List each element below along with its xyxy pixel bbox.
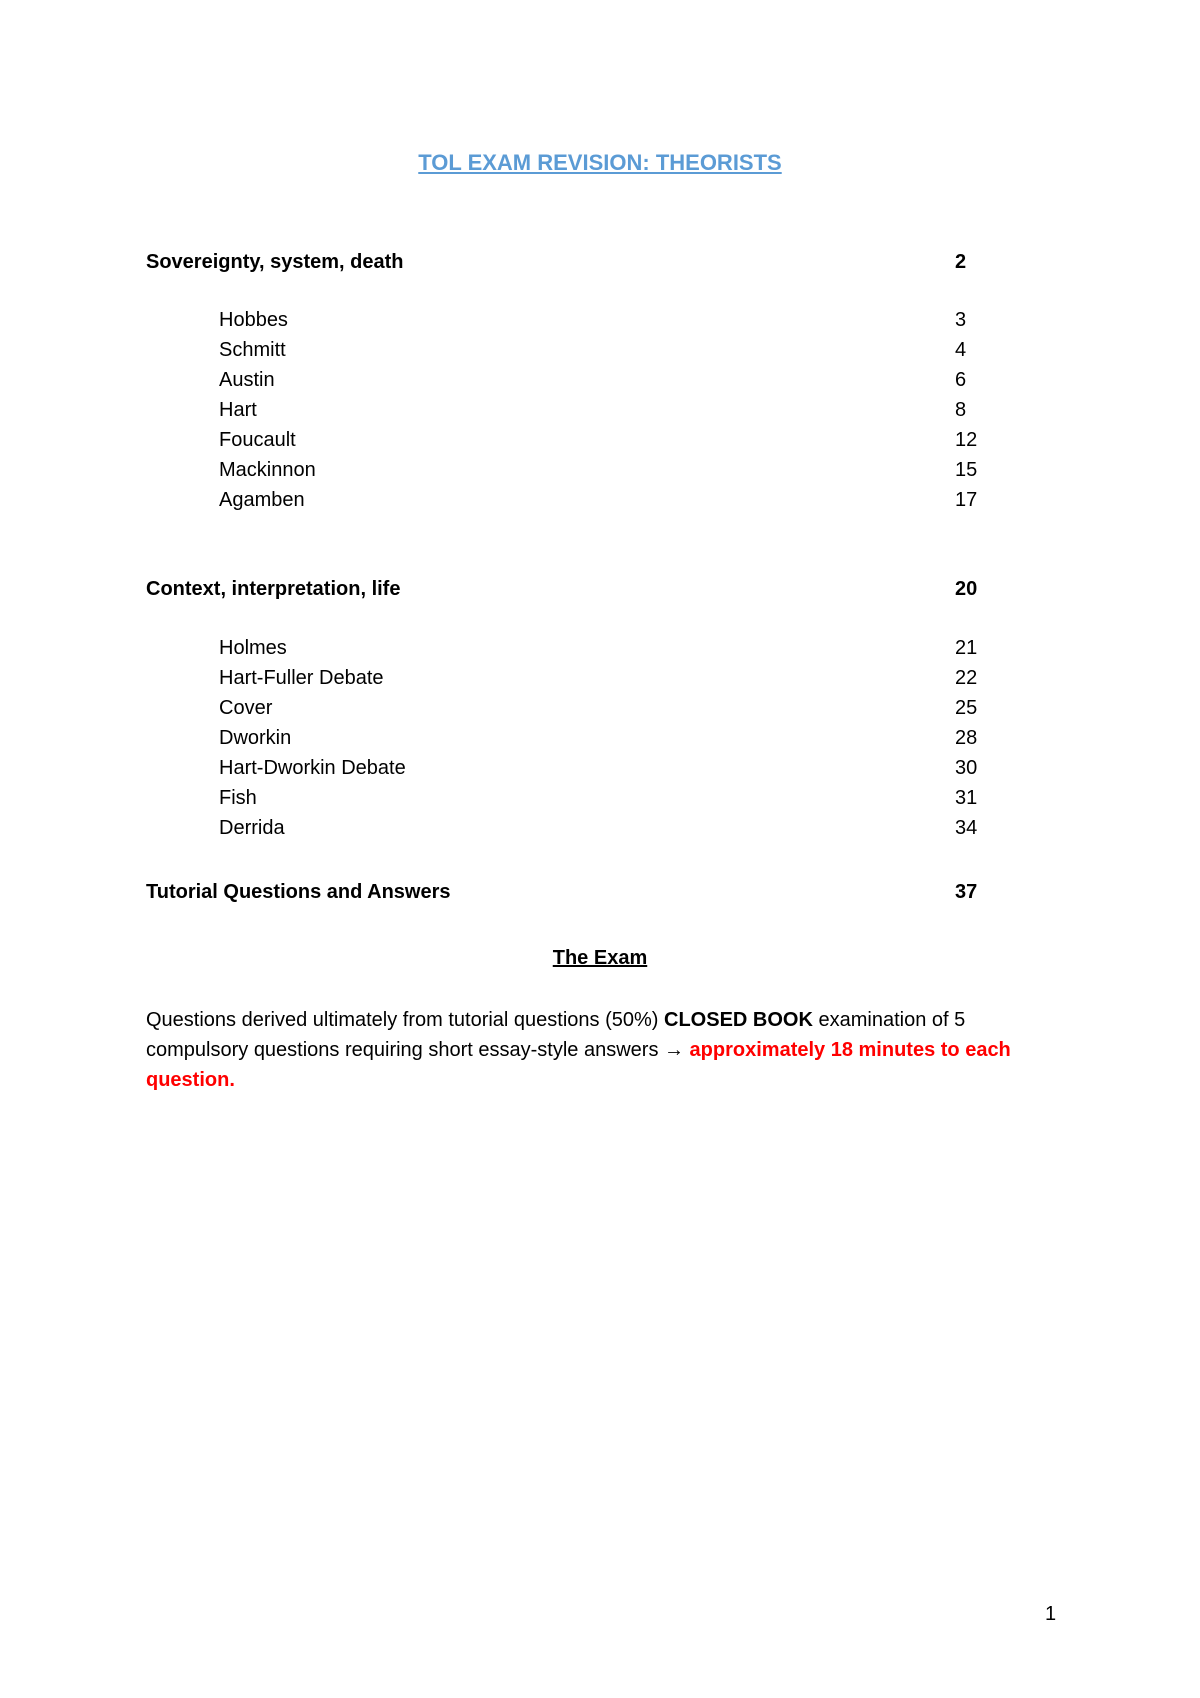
toc-entry — [146, 309, 981, 339]
toc-entry-label: Cover — [219, 697, 273, 719]
toc-section-page: 2 — [955, 251, 967, 273]
toc-entry-label: Fish — [219, 787, 257, 809]
toc-entry-page: 28 — [955, 727, 978, 749]
toc-entry — [146, 787, 981, 817]
toc-entry-label: Hart-Dworkin Debate — [219, 757, 406, 779]
toc-entry — [146, 399, 981, 429]
exam-heading: The Exam — [552, 947, 648, 969]
toc-entry-page: 6 — [955, 369, 967, 391]
toc-entry-page: 21 — [955, 637, 978, 659]
page-number: 1 — [1045, 1603, 1057, 1625]
toc-entry-label: Holmes — [219, 637, 287, 659]
toc-entry-page: 12 — [955, 429, 978, 451]
toc-section-page: 20 — [955, 578, 978, 600]
toc-entry-label: Austin — [219, 369, 275, 391]
toc-section-label: Sovereignty, system, death — [146, 251, 404, 273]
toc-entry — [146, 459, 981, 489]
toc-entry-page: 34 — [955, 817, 978, 839]
toc-entry — [146, 369, 981, 399]
exam-description — [146, 1005, 1066, 1095]
exam-text-part2: examination of 5 compulsory questions requiring short essay-style answers — [146, 1009, 966, 1061]
toc-entry-page: 4 — [955, 339, 967, 361]
toc-section-tutorial — [146, 881, 981, 911]
toc-entry-label: Mackinnon — [219, 459, 316, 481]
toc-entry — [146, 339, 981, 369]
toc-entry-page: 31 — [955, 787, 978, 809]
toc-entry — [146, 727, 981, 757]
exam-text-part1: Questions derived ultimately from tutorial questions (50%) — [146, 1009, 665, 1031]
toc-section-sovereignty — [146, 251, 981, 281]
toc-section-context — [146, 578, 981, 608]
toc-entry-label: Schmitt — [219, 339, 286, 361]
toc-section-label: Context, interpretation, life — [146, 578, 401, 600]
toc-entry — [146, 667, 981, 697]
exam-text-closed-book: CLOSED BOOK — [664, 1009, 813, 1031]
toc-entry — [146, 429, 981, 459]
toc-entry-label: Derrida — [219, 817, 285, 839]
toc-entry — [146, 637, 981, 667]
toc-entry-page: 15 — [955, 459, 978, 481]
toc-entry-label: Hobbes — [219, 309, 288, 331]
toc-entry-page: 17 — [955, 489, 978, 511]
toc-entry-label: Dworkin — [219, 727, 292, 749]
toc-entry-label: Hart-Fuller Debate — [219, 667, 384, 689]
toc-entry-page: 25 — [955, 697, 978, 719]
toc-section-label: Tutorial Questions and Answers — [146, 881, 451, 903]
toc-entry-label: Hart — [219, 399, 257, 421]
toc-entry-label: Agamben — [219, 489, 305, 511]
right-arrow-icon: → — [664, 1039, 684, 1061]
exam-text-timing: approximately 18 minutes to each question. — [146, 1039, 1011, 1091]
toc-section-page: 37 — [955, 881, 978, 903]
toc-entry — [146, 757, 981, 787]
toc-entry-page: 8 — [955, 399, 967, 421]
toc-entry-page: 22 — [955, 667, 978, 689]
toc-entry — [146, 489, 981, 519]
document-title: TOL EXAM REVISION: THEORISTS — [418, 150, 782, 175]
toc-entry — [146, 697, 981, 727]
toc-entry-page: 30 — [955, 757, 978, 779]
toc-entry-label: Foucault — [219, 429, 296, 451]
toc-entry — [146, 817, 981, 847]
toc-entry-page: 3 — [955, 309, 967, 331]
